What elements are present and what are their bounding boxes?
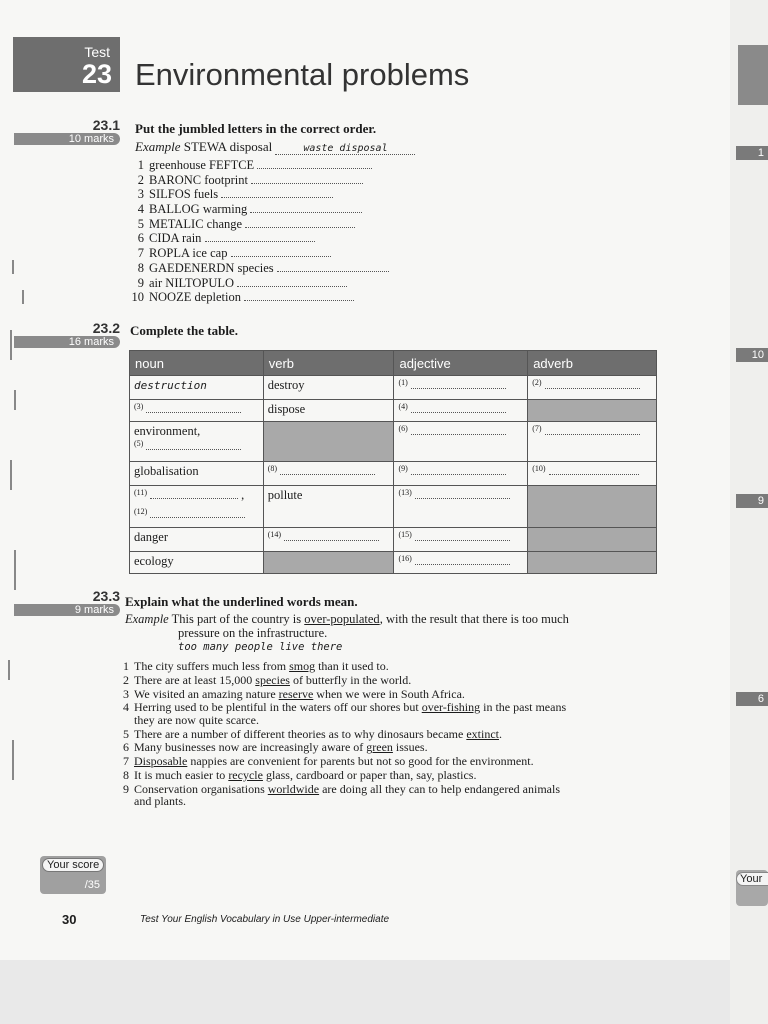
next-page-tab: 1 bbox=[736, 146, 768, 160]
table-cell: ecology bbox=[130, 552, 264, 574]
test-number: 23 bbox=[81, 59, 112, 89]
section-header-2 bbox=[14, 320, 120, 348]
answer-blank: (15) bbox=[394, 528, 528, 552]
list-item: 1 greenhouse FEFTCE bbox=[130, 158, 389, 173]
section-1-instruction: Put the jumbled letters in the correct order. bbox=[135, 121, 377, 136]
section-header-3 bbox=[14, 588, 120, 616]
table-cell: pollute bbox=[263, 486, 394, 528]
score-label: Your score bbox=[42, 858, 104, 872]
answer-blank: (16) bbox=[394, 552, 528, 574]
handwritten-answer: too many people live there bbox=[178, 641, 343, 653]
score-value: /35 bbox=[84, 879, 100, 891]
answer-blank: (3) bbox=[130, 400, 264, 422]
list-item: 7 ROPLA ice cap bbox=[130, 246, 389, 261]
list-item: 4 BALLOG warming bbox=[130, 202, 389, 217]
section-number: 23.1 bbox=[92, 117, 120, 133]
table-header-row bbox=[130, 351, 657, 376]
table-row bbox=[130, 422, 657, 462]
list-item: 3 We visited an amazing nature reserve when we were in South Africa. bbox=[123, 686, 465, 701]
jumbled-list bbox=[130, 158, 389, 305]
list-item: 5 METALIC change bbox=[130, 217, 389, 232]
table-cell: danger bbox=[130, 528, 264, 552]
section-marks: 10 marks bbox=[14, 133, 120, 145]
answer-blank: (1) bbox=[394, 376, 528, 400]
book-title: Test Your English Vocabulary in Use Upper-intermediate bbox=[140, 914, 390, 925]
next-page-tab: 9 bbox=[736, 494, 768, 508]
list-item: 2 BARONC footprint bbox=[130, 173, 389, 188]
list-item: 3 SILFOS fuels bbox=[130, 187, 389, 202]
next-page-tab: 10 bbox=[736, 348, 768, 362]
sentence-list bbox=[115, 660, 655, 809]
score-box bbox=[40, 856, 106, 894]
section-number: 23.3 bbox=[92, 588, 120, 604]
shaded-cell bbox=[528, 400, 657, 422]
shaded-cell bbox=[528, 552, 657, 574]
answer-blank: (10) bbox=[528, 462, 657, 486]
example-label: Example bbox=[135, 139, 181, 154]
next-page-score-box: Your bbox=[736, 870, 768, 906]
table-row bbox=[130, 376, 657, 400]
section-marks: 16 marks bbox=[14, 336, 120, 348]
section-header-1 bbox=[14, 117, 120, 145]
shaded-cell bbox=[263, 422, 394, 462]
shaded-cell bbox=[263, 552, 394, 574]
list-item: 5 There are a number of different theories as to why dinosaurs became extinct. bbox=[123, 726, 502, 741]
answer-blank: (14) bbox=[263, 528, 394, 552]
test-label: Test bbox=[84, 44, 110, 60]
list-item: 9 air NILTOPULO bbox=[130, 276, 389, 291]
col-header-noun: noun bbox=[130, 351, 264, 376]
answer-blank: (2) bbox=[528, 376, 657, 400]
table-row bbox=[130, 462, 657, 486]
table-row bbox=[130, 400, 657, 422]
table-cell: environment, $^{(5)}$ bbox=[130, 422, 264, 462]
list-item: 10 NOOZE depletion bbox=[130, 290, 389, 305]
example-answer: waste disposal bbox=[275, 143, 415, 155]
section-3-example: Example This part of the country is over-populated, with the result that there is too much pressure on the infrastructure. too many people live there bbox=[125, 612, 665, 654]
list-item: 6 CIDA rain bbox=[130, 231, 389, 246]
table-cell: globalisation bbox=[130, 462, 264, 486]
test-badge bbox=[13, 37, 120, 92]
list-item: 6 Many businesses now are increasingly aware of green issues. bbox=[123, 740, 428, 755]
section-1-example bbox=[135, 139, 415, 155]
answer-blank: (13) bbox=[394, 486, 528, 528]
next-page-tab: 6 bbox=[736, 692, 768, 706]
page-number: 30 bbox=[62, 912, 77, 927]
col-header-adjective: adjective bbox=[394, 351, 528, 376]
list-item: 4 Herring used to be plentiful in the waters off our shores but over-fishing in the past means they are now quite scarce. bbox=[123, 700, 567, 727]
list-item: 8 It is much easier to recycle glass, cardboard or paper than, say, plastics. bbox=[123, 768, 477, 783]
table-row bbox=[130, 486, 657, 528]
section-2-instruction: Complete the table. bbox=[130, 323, 238, 338]
handwritten-answer: destruction bbox=[134, 379, 207, 392]
list-item: 9 Conservation organisations worldwide are doing all they can to help endangered animals and plants. bbox=[123, 781, 561, 809]
answer-blank: (4) bbox=[394, 400, 528, 422]
shaded-cell bbox=[528, 486, 657, 528]
list-item: 7 Disposable nappies are convenient for parents but not so good for the environment. bbox=[123, 754, 534, 769]
table-row bbox=[130, 552, 657, 574]
table-cell: destroy bbox=[263, 376, 394, 400]
answer-blank: (9) bbox=[394, 462, 528, 486]
example-text: STEWA disposal bbox=[183, 139, 273, 154]
list-item: 1 The city suffers much less from smog than it used to. bbox=[123, 659, 389, 673]
page-title: Environmental problems bbox=[135, 57, 470, 92]
word-family-table bbox=[129, 350, 657, 574]
col-header-adverb: adverb bbox=[528, 351, 657, 376]
scan-binding-marks bbox=[0, 240, 24, 800]
shaded-cell bbox=[528, 528, 657, 552]
answer-blank: (6) bbox=[394, 422, 528, 462]
table-cell: dispose bbox=[263, 400, 394, 422]
list-item: 8 GAEDENERDN species bbox=[130, 261, 389, 276]
col-header-verb: verb bbox=[263, 351, 394, 376]
section-number: 23.2 bbox=[92, 320, 120, 336]
section-3-instruction: Explain what the underlined words mean. bbox=[125, 594, 358, 609]
section-marks: 9 marks bbox=[14, 604, 120, 616]
next-page-bar bbox=[738, 45, 768, 105]
list-item: 2 There are at least 15,000 species of butterfly in the world. bbox=[123, 672, 412, 687]
answer-blank: $^{(11)}$ , $^{(12)}$ bbox=[130, 486, 264, 528]
answer-blank: (8) bbox=[263, 462, 394, 486]
table-row bbox=[130, 528, 657, 552]
answer-blank: (7) bbox=[528, 422, 657, 462]
